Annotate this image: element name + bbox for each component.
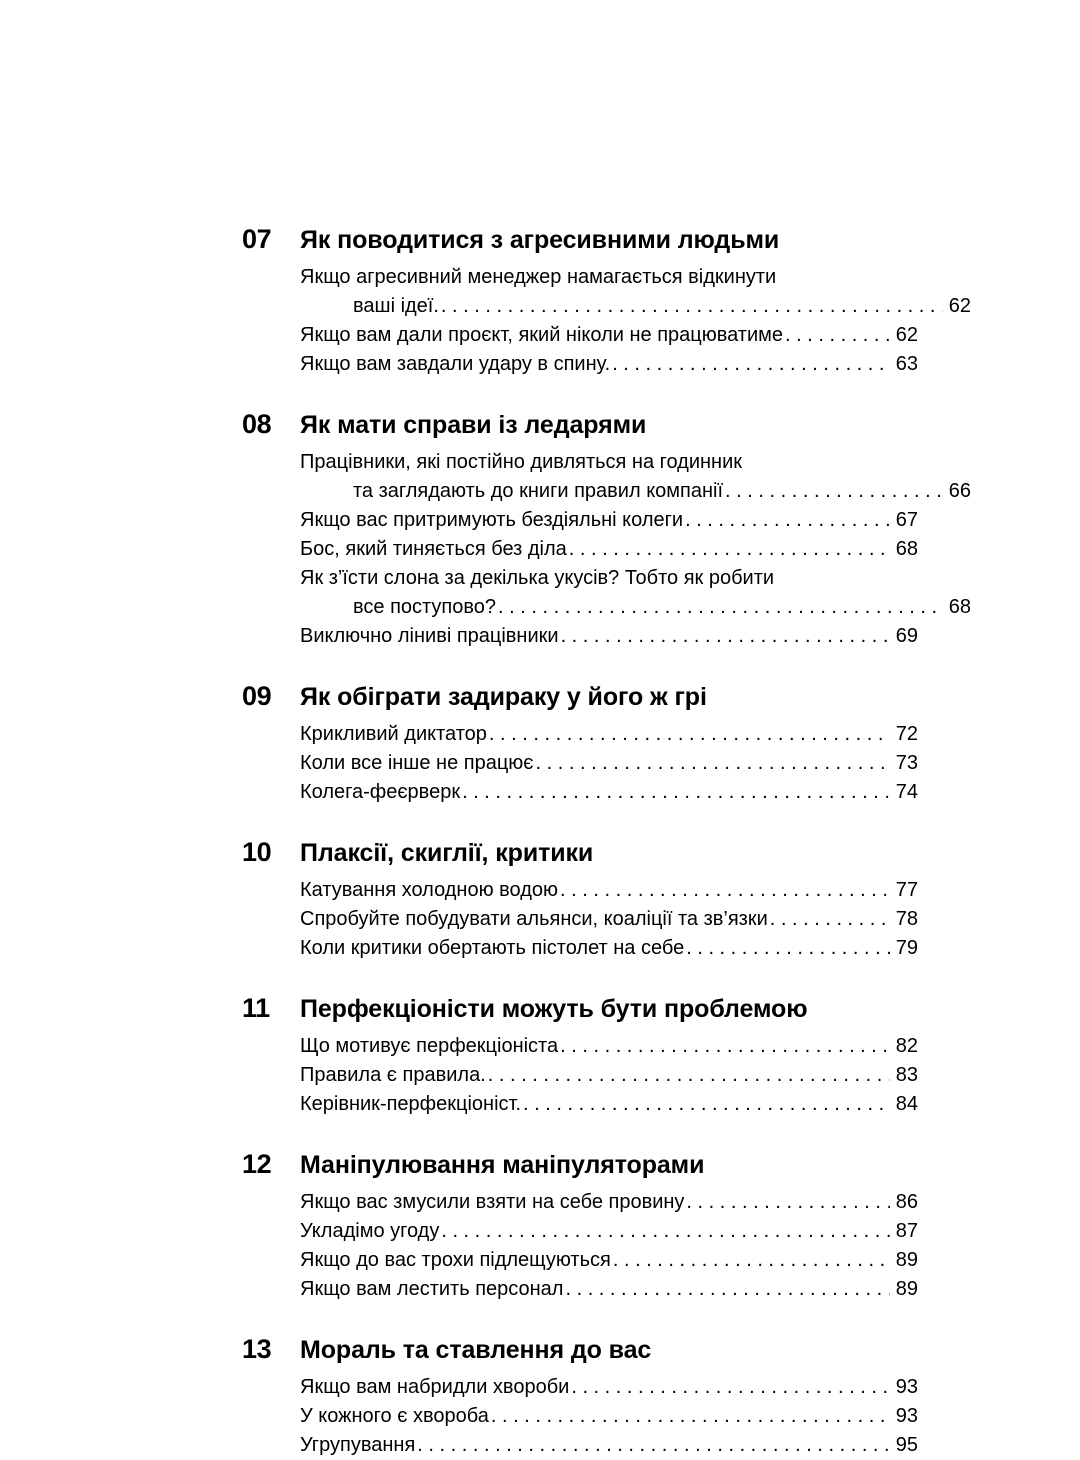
entry-page-number: 74: [895, 781, 918, 803]
dot-leader: [441, 1217, 890, 1246]
toc-chapter: [242, 1332, 918, 1460]
entry-page-number: 66: [948, 480, 971, 502]
entry-line: [300, 934, 918, 963]
chapter-entry-list: [300, 1188, 918, 1304]
toc-entry[interactable]: [300, 876, 918, 905]
dot-leader: [561, 622, 890, 651]
toc-entry[interactable]: [300, 506, 918, 535]
chapter-entry-list: [300, 720, 918, 807]
entry-line: [300, 1275, 918, 1304]
entry-page-number: 93: [895, 1376, 918, 1398]
dot-leader: [770, 905, 890, 934]
dot-leader: [725, 477, 943, 506]
dot-leader: [612, 350, 890, 379]
chapter-heading[interactable]: [242, 222, 918, 257]
entry-text: Якщо до вас трохи підлещуються: [300, 1249, 611, 1271]
toc-entry[interactable]: [300, 1275, 918, 1304]
toc-entry[interactable]: [300, 1188, 918, 1217]
toc-entry[interactable]: [300, 263, 971, 321]
chapter-number: 10: [242, 837, 272, 867]
entry-text: Крикливий диктатор: [300, 723, 487, 745]
toc-chapter: [242, 679, 918, 807]
chapter-entry-list: [300, 876, 918, 963]
chapter-number: 07: [242, 224, 272, 254]
toc-entry[interactable]: [300, 934, 918, 963]
toc-entry[interactable]: [300, 1373, 918, 1402]
dot-leader: [491, 1402, 890, 1431]
entry-page-number: 67: [895, 509, 918, 531]
entry-page-number: 83: [895, 1064, 918, 1086]
entry-text: У кожного є хвороба: [300, 1405, 489, 1427]
dot-leader: [686, 934, 890, 963]
chapter-entry-list: [300, 448, 971, 651]
entry-page-number: 82: [895, 1035, 918, 1057]
entry-page-number: 62: [948, 295, 971, 317]
toc-entry[interactable]: [300, 321, 918, 350]
entry-text: все поступово?: [353, 596, 497, 618]
toc-entry[interactable]: [300, 1032, 918, 1061]
entry-page-number: 63: [895, 353, 918, 375]
toc-entry[interactable]: [300, 778, 918, 807]
table-of-contents: [242, 222, 971, 1460]
entry-text: Виключно ліниві працівники: [300, 625, 559, 647]
entry-text: Катування холодною водою: [300, 879, 559, 901]
entry-text: Укладімо угоду: [300, 1220, 440, 1242]
entry-page-number: 78: [895, 908, 918, 930]
entry-line: [300, 1032, 918, 1061]
toc-chapter: [242, 222, 971, 379]
entry-page-number: 87: [895, 1220, 918, 1242]
toc-entry[interactable]: [300, 1402, 918, 1431]
entry-line: [300, 720, 918, 749]
dot-leader: [686, 1188, 890, 1217]
entry-text: Якщо вас змусили взяти на себе провину: [300, 1191, 685, 1213]
entry-line: [300, 876, 918, 905]
entry-page-number: 95: [895, 1434, 918, 1456]
toc-entry[interactable]: [300, 350, 918, 379]
chapter-title: Плаксії, скиглії, критики: [300, 839, 594, 867]
entry-line: [300, 1188, 918, 1217]
entry-text: та заглядають до книги правил компанії: [353, 480, 724, 502]
chapter-number: 12: [242, 1149, 272, 1179]
entry-text: Якщо вам лестить персонал: [300, 1278, 564, 1300]
chapter-heading[interactable]: [242, 679, 918, 714]
entry-line: [300, 350, 918, 379]
entry-text: Коли все інше не працює: [300, 752, 534, 774]
chapter-entry-list: [300, 1032, 918, 1119]
toc-chapter: [242, 835, 918, 963]
toc-entry[interactable]: [300, 448, 971, 506]
chapter-number: 11: [242, 993, 270, 1023]
entry-text: Якщо вас притримують бездіяльні колеги: [300, 509, 684, 531]
chapter-heading[interactable]: [242, 1332, 918, 1367]
entry-line: [300, 506, 918, 535]
entry-page-number: 93: [895, 1405, 918, 1427]
entry-line: [300, 1373, 918, 1402]
chapter-entry-list: [300, 263, 971, 379]
entry-line: [300, 1431, 918, 1460]
entry-text: Бос, який тиняється без діла: [300, 538, 567, 560]
entry-page-number: 79: [895, 937, 918, 959]
entry-page-number: 86: [895, 1191, 918, 1213]
dot-leader: [441, 292, 943, 321]
entry-text: Якщо вам завдали удару в спину.: [300, 353, 611, 375]
entry-continuation-line: [300, 292, 971, 321]
entry-text: Правила є правила.: [300, 1064, 486, 1086]
entry-page-number: 69: [895, 625, 918, 647]
entry-text: ваші ідеї.: [353, 295, 439, 317]
chapter-title: Як мати справи із ледарями: [300, 411, 647, 439]
toc-chapter: [242, 407, 971, 651]
dot-leader: [488, 1061, 890, 1090]
dot-leader: [571, 1373, 890, 1402]
entry-text: Керівник-перфекціоніст.: [300, 1093, 522, 1115]
chapter-entry-list: [300, 1373, 918, 1460]
chapter-heading[interactable]: [242, 991, 918, 1026]
entry-continuation-line: [300, 593, 971, 622]
entry-text: Що мотивує перфекціоніста: [300, 1035, 559, 1057]
toc-entry[interactable]: [300, 1090, 918, 1119]
entry-text: Спробуйте побудувати альянси, коаліції та зв’язки: [300, 908, 768, 930]
chapter-title: Маніпулювання маніпуляторами: [300, 1151, 705, 1179]
entry-line: [300, 535, 918, 564]
chapter-title: Як обіграти задираку у його ж грі: [300, 683, 707, 711]
entry-line: [300, 1246, 918, 1275]
chapter-heading[interactable]: [242, 407, 918, 442]
entry-page-number: 68: [948, 596, 971, 618]
entry-line: [300, 749, 918, 778]
toc-chapter: [242, 991, 918, 1119]
chapter-heading[interactable]: [242, 1147, 918, 1182]
entry-text: Якщо вам набридли хвороби: [300, 1376, 570, 1398]
entry-text: Колега-феєрверк: [300, 781, 461, 803]
chapter-number: 08: [242, 409, 272, 439]
toc-entry[interactable]: [300, 905, 918, 934]
chapter-title: Мораль та ставлення до вас: [300, 1336, 652, 1364]
entry-text: Якщо вам дали проєкт, який ніколи не працюватиме: [300, 324, 784, 346]
toc-entry[interactable]: [300, 720, 918, 749]
chapter-number: 13: [242, 1334, 272, 1364]
entry-line: [300, 321, 918, 350]
entry-page-number: 72: [895, 723, 918, 745]
entry-line: [300, 1061, 918, 1090]
entry-page-number: 77: [895, 879, 918, 901]
entry-text-line: Якщо агресивний менеджер намагається відкинути: [300, 266, 777, 288]
entry-text: Коли критики обертають пістолет на себе: [300, 937, 685, 959]
dot-leader: [560, 876, 890, 905]
dot-leader: [613, 1246, 890, 1275]
chapter-heading[interactable]: [242, 835, 918, 870]
entry-line: [300, 1090, 918, 1119]
entry-text: Угрупування: [300, 1434, 416, 1456]
entry-text-line: Як з’їсти слона за декілька укусів? Тобто як робити: [300, 567, 775, 589]
toc-chapter: [242, 1147, 918, 1304]
entry-page-number: 89: [895, 1278, 918, 1300]
toc-entry[interactable]: [300, 749, 918, 778]
dot-leader: [462, 778, 890, 807]
dot-leader: [565, 1275, 890, 1304]
entry-line: [300, 778, 918, 807]
toc-entry[interactable]: [300, 1061, 918, 1090]
entry-page-number: 84: [895, 1093, 918, 1115]
dot-leader: [536, 749, 891, 778]
toc-entry[interactable]: [300, 622, 918, 651]
entry-line: [300, 1217, 918, 1246]
entry-page-number: 89: [895, 1249, 918, 1271]
chapter-number: 09: [242, 681, 272, 711]
toc-entry[interactable]: [300, 1246, 918, 1275]
entry-continuation-line: [300, 477, 971, 506]
toc-entry[interactable]: [300, 564, 971, 622]
chapter-title: Перфекціоністи можуть бути проблемою: [300, 995, 808, 1023]
dot-leader: [489, 720, 890, 749]
entry-page-number: 68: [895, 538, 918, 560]
entry-line: [300, 905, 918, 934]
entry-text-line: Працівники, які постійно дивляться на годинник: [300, 451, 743, 473]
entry-page-number: 62: [895, 324, 918, 346]
entry-page-number: 73: [895, 752, 918, 774]
dot-leader: [523, 1090, 890, 1119]
dot-leader: [685, 506, 890, 535]
dot-leader: [569, 535, 890, 564]
chapter-title: Як поводитися з агресивними людьми: [300, 226, 780, 254]
dot-leader: [417, 1431, 890, 1460]
dot-leader: [498, 593, 943, 622]
dot-leader: [785, 321, 890, 350]
entry-line: [300, 1402, 918, 1431]
toc-entry[interactable]: [300, 1217, 918, 1246]
toc-entry[interactable]: [300, 535, 918, 564]
entry-line: [300, 622, 918, 651]
dot-leader: [560, 1032, 890, 1061]
toc-entry[interactable]: [300, 1431, 918, 1460]
